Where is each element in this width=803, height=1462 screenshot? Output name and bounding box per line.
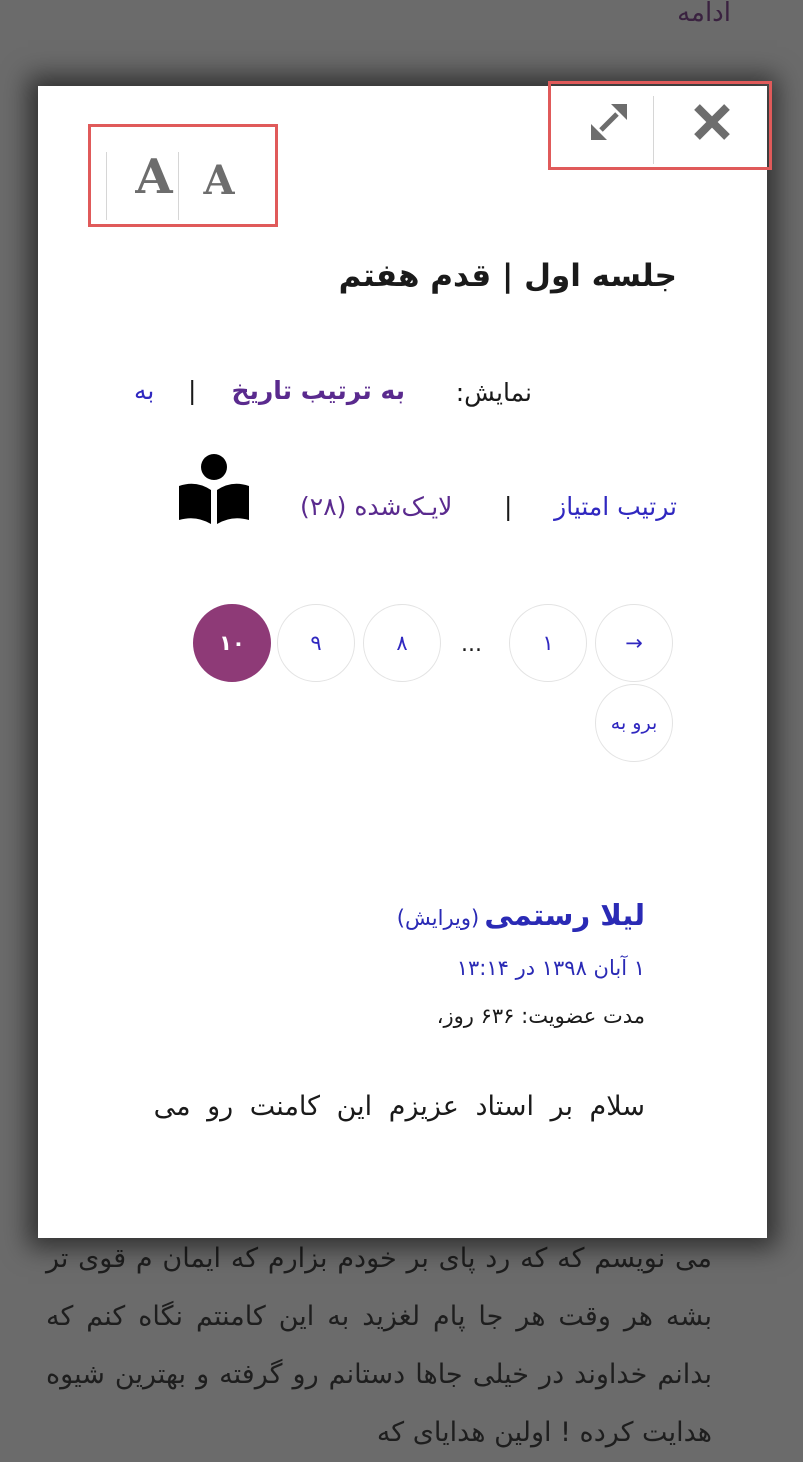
sort-separator-2: | [504,492,513,521]
sort-to-link[interactable]: به [134,376,155,405]
pagination-ellipsis: ... [461,632,482,657]
font-decrease-button[interactable]: A [203,156,235,204]
page-title: جلسه اول | قدم هفتم [338,258,677,294]
membership-duration: مدت عضویت: ۶۳۶ روز، [436,1004,645,1028]
page-link-9[interactable]: ۹ [277,604,355,682]
page-link-8[interactable]: ۸ [363,604,441,682]
person-reading-book-icon [176,450,252,526]
sort-separator: | [188,376,197,405]
close-button[interactable] [680,94,744,150]
page-link-1[interactable]: ۱ [509,604,587,682]
comment-author-row [397,898,645,932]
expand-button[interactable] [578,94,640,150]
divider [106,152,107,220]
comment-text: سلام بر استاد عزیزم این کامنت رو می [153,1091,645,1122]
sort-by-date-link-wrap [231,376,405,405]
goto-page-button[interactable]: برو به [595,684,673,762]
comment-edit-link[interactable]: (ویرایش) [396,906,480,930]
sort-label: نمایش: [455,378,532,407]
background-article-text: می نویسم که که رد پای بر خودم بزارم که ایمان م قوی تر بشه هر وقت هر جا پام لغزید به این کامنتم نگاه کنم که بدانم خداوند در خیلی جاها دستانم رو گرفته و بهترین شیوه هدایت کرده ! اولین هدایای که [46,1243,712,1448]
divider [178,152,179,220]
comment-author-link[interactable]: لیلا رستمی [484,898,645,932]
divider [653,96,654,164]
sort-by-date-link[interactable]: به ترتیب تاریخ [231,376,405,405]
close-x-icon [692,102,732,142]
expand-arrows-icon [587,100,631,144]
sort-to-link-wrap [134,376,154,405]
background-top-link[interactable]: ادامه [677,0,731,28]
page-link-10-current[interactable]: ۱۰ [193,604,271,682]
sort-by-score-link[interactable]: ترتیب امتیاز [554,492,677,521]
sort-row [456,378,532,407]
next-page-arrow[interactable]: → [595,604,673,682]
comment-date[interactable]: ۱ آبان ۱۳۹۸ در ۱۳:۱۴ [456,956,645,980]
font-size-highlight-box [88,124,278,227]
liked-filter-link-wrap [300,492,452,521]
comments-modal [38,86,767,1238]
sort-by-score-link-wrap [554,492,677,521]
font-increase-button[interactable]: A [135,149,173,205]
liked-filter-link[interactable]: لایـک‌شده (۲۸) [300,492,453,521]
